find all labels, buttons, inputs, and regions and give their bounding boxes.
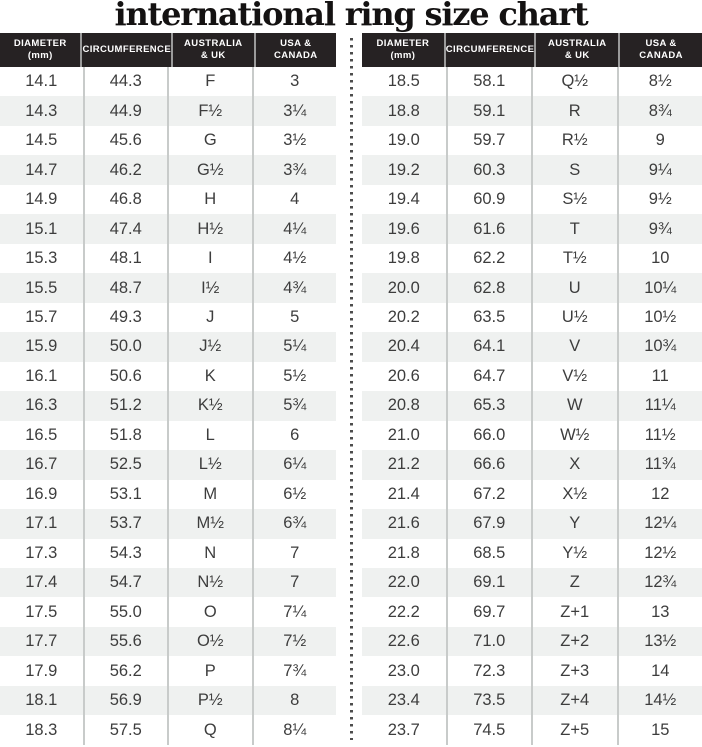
table-cell: 60.3	[448, 155, 534, 184]
table-row	[0, 421, 336, 450]
table-cell: L	[169, 421, 254, 450]
table-row	[0, 214, 336, 243]
table-cell: 19.4	[362, 185, 448, 214]
table-row	[362, 67, 702, 96]
table-cell: 66.0	[448, 421, 534, 450]
table-cell: W½	[533, 421, 619, 450]
table-cell: X½	[533, 480, 619, 509]
table-cell: 46.2	[85, 155, 170, 184]
table-cell: Z+4	[533, 686, 619, 715]
table-cell: Q	[169, 715, 254, 744]
column-header-circumference	[446, 33, 537, 67]
column-header-usa-canada	[620, 33, 702, 67]
table-cell: W	[533, 391, 619, 420]
table-cell: 73.5	[448, 686, 534, 715]
table-cell: 8	[290, 691, 300, 710]
table-cell: 16.3	[0, 391, 85, 420]
table-cell: Y	[533, 509, 619, 538]
table-cell: Z+5	[533, 715, 619, 744]
table-cell: 69.1	[448, 568, 534, 597]
table-cell: K½	[169, 391, 254, 420]
ring-size-table-right	[362, 33, 702, 745]
column-header-line: DIAMETER	[376, 37, 430, 49]
table-row	[0, 273, 336, 302]
column-header-line: CIRCUMFERENCE	[445, 43, 535, 55]
table-cell: 10¼	[644, 278, 677, 297]
column-header-line: DIAMETER	[13, 37, 67, 49]
table-cell: 62.8	[448, 273, 534, 302]
table-cell: 6¾	[283, 514, 307, 533]
table-cell: 13½	[644, 632, 677, 651]
table-cell: 64.7	[448, 362, 534, 391]
table-cell: 56.2	[85, 656, 170, 685]
table-cell: 5¾	[283, 396, 307, 415]
table-cell: 53.1	[85, 480, 170, 509]
table-cell: 11½	[644, 425, 676, 444]
table-cell: 61.6	[448, 214, 534, 243]
table-cell: N	[169, 539, 254, 568]
column-header-diameter	[0, 33, 82, 67]
table-row	[0, 155, 336, 184]
table-cell: 53.7	[85, 509, 170, 538]
table-cell: 23.4	[362, 686, 448, 715]
table-cell: 58.1	[448, 67, 534, 96]
table-cell: 48.7	[85, 273, 170, 302]
table-cell: 11	[651, 366, 669, 385]
table-row	[362, 539, 702, 568]
table-cell: 8½	[648, 72, 672, 91]
table-cell: 23.7	[362, 715, 448, 744]
table-cell: 68.5	[448, 539, 534, 568]
table-cell: 67.2	[448, 480, 534, 509]
table-cell: 9	[655, 131, 665, 150]
table-cell: 9½	[648, 190, 672, 209]
table-row	[0, 539, 336, 568]
table-cell: 20.6	[362, 362, 448, 391]
table-cell: 62.2	[448, 244, 534, 273]
table-cell: 69.7	[448, 597, 534, 626]
page-title: international ring size chart	[114, 0, 588, 33]
table-cell: 21.6	[362, 509, 448, 538]
table-row	[0, 686, 336, 715]
table-cell: N½	[169, 568, 254, 597]
table-cell: 49.3	[85, 303, 170, 332]
table-cell: X	[533, 450, 619, 479]
dotted-divider	[350, 38, 353, 740]
table-cell: G	[169, 126, 254, 155]
table-row	[0, 332, 336, 361]
table-cell: 15.5	[0, 273, 85, 302]
table-row	[0, 244, 336, 273]
table-cell: 7¼	[283, 602, 307, 621]
table-cell: 14.3	[0, 96, 85, 125]
table-cell: 8¾	[648, 101, 672, 120]
column-header-line: & UK	[200, 50, 226, 61]
table-cell: 74.5	[448, 715, 534, 744]
table-cell: 15.9	[0, 332, 85, 361]
table-cell: 54.3	[85, 539, 170, 568]
table-cell: 56.9	[85, 686, 170, 715]
column-header-line: AUSTRALIA	[548, 37, 607, 49]
table-row	[0, 597, 336, 626]
table-cell: 20.4	[362, 332, 448, 361]
table-cell: 16.5	[0, 421, 85, 450]
table-cell: 6¼	[283, 455, 307, 474]
table-cell: 10½	[644, 307, 677, 326]
table-cell: 4	[290, 190, 300, 209]
table-cell: 67.9	[448, 509, 534, 538]
table-cell: G½	[169, 155, 254, 184]
table-cell: 55.0	[85, 597, 170, 626]
table-cell: 44.3	[85, 67, 170, 96]
table-cell: 20.0	[362, 273, 448, 302]
table-row	[362, 185, 702, 214]
table-cell: 8¼	[283, 720, 307, 739]
table-cell: 51.2	[85, 391, 170, 420]
table-cell: 55.6	[85, 627, 170, 656]
table-cell: 50.0	[85, 332, 170, 361]
table-cell: Q½	[533, 67, 619, 96]
column-header-line: (mm)	[27, 50, 53, 61]
table-cell: 19.6	[362, 214, 448, 243]
table-cell: U	[533, 273, 619, 302]
table-cell: 12	[651, 484, 670, 503]
table-cell: 15	[651, 720, 670, 739]
table-cell: 12¾	[644, 573, 677, 592]
table-row	[0, 450, 336, 479]
table-cell: 63.5	[448, 303, 534, 332]
table-row	[362, 303, 702, 332]
table-cell: 11¾	[644, 455, 676, 474]
table-cell: 64.1	[448, 332, 534, 361]
table-row	[362, 155, 702, 184]
table-cell: J½	[169, 332, 254, 361]
table-cell: 13	[651, 602, 670, 621]
table-row	[362, 362, 702, 391]
table-cell: 18.1	[0, 686, 85, 715]
table-cell: 3½	[283, 131, 307, 150]
table-cell: 17.5	[0, 597, 85, 626]
table-row	[362, 656, 702, 685]
column-header-line: USA &	[280, 37, 312, 49]
table-row	[0, 303, 336, 332]
column-header-usa-canada	[256, 33, 336, 67]
table-cell: 7	[290, 543, 300, 562]
table-cell: 19.0	[362, 126, 448, 155]
table-row	[362, 480, 702, 509]
table-cell: J	[169, 303, 254, 332]
column-header-line: AUSTRALIA	[184, 37, 243, 49]
column-header-australia-uk	[536, 33, 620, 67]
table-row	[362, 332, 702, 361]
table-cell: T½	[533, 244, 619, 273]
table-row	[0, 67, 336, 96]
table-cell: 18.5	[362, 67, 448, 96]
table-cell: 44.9	[85, 96, 170, 125]
table-cell: 60.9	[448, 185, 534, 214]
table-row	[362, 686, 702, 715]
table-cell: P	[169, 656, 254, 685]
table-cell: 47.4	[85, 214, 170, 243]
table-cell: 7¾	[283, 661, 307, 680]
table-row	[362, 509, 702, 538]
table-row	[362, 391, 702, 420]
table-cell: 71.0	[448, 627, 534, 656]
table-cell: 66.6	[448, 450, 534, 479]
table-cell: U½	[533, 303, 619, 332]
table-cell: 15.3	[0, 244, 85, 273]
table-row	[362, 126, 702, 155]
table-cell: K	[169, 362, 254, 391]
column-header-line: CIRCUMFERENCE	[82, 43, 172, 55]
table-cell: 54.7	[85, 568, 170, 597]
table-cell: 3¾	[283, 160, 307, 179]
table-row	[0, 362, 336, 391]
table-row	[362, 421, 702, 450]
table-cell: 3¼	[283, 101, 307, 120]
table-cell: 18.3	[0, 715, 85, 744]
table-cell: 14.9	[0, 185, 85, 214]
column-header-circumference	[82, 33, 173, 67]
table-header-row	[0, 33, 336, 67]
table-cell: 48.1	[85, 244, 170, 273]
table-cell: H½	[169, 214, 254, 243]
table-cell: Z	[533, 568, 619, 597]
table-cell: O½	[169, 627, 254, 656]
ring-size-table-left	[0, 33, 336, 745]
table-cell: 19.8	[362, 244, 448, 273]
table-cell: 51.8	[85, 421, 170, 450]
table-cell: 21.2	[362, 450, 448, 479]
table-cell: 10¾	[644, 337, 677, 356]
table-cell: 57.5	[85, 715, 170, 744]
table-cell: 22.6	[362, 627, 448, 656]
table-cell: 14½	[644, 691, 677, 710]
column-header-line: CANADA	[273, 50, 318, 61]
table-cell: 59.7	[448, 126, 534, 155]
table-cell: 15.1	[0, 214, 85, 243]
table-row	[362, 627, 702, 656]
table-cell: Z+1	[533, 597, 619, 626]
column-header-line: CANADA	[639, 50, 683, 61]
table-cell: H	[169, 185, 254, 214]
table-row	[0, 391, 336, 420]
table-row	[0, 96, 336, 125]
table-row	[362, 597, 702, 626]
table-cell: 12¼	[644, 514, 677, 533]
table-header-row	[362, 33, 702, 67]
table-row	[362, 214, 702, 243]
table-cell: 46.8	[85, 185, 170, 214]
table-cell: 4½	[283, 249, 307, 268]
table-row	[362, 450, 702, 479]
table-cell: 11¼	[644, 396, 676, 415]
table-cell: 50.6	[85, 362, 170, 391]
column-header-line: USA &	[645, 37, 677, 49]
table-cell: 17.9	[0, 656, 85, 685]
table-row	[362, 244, 702, 273]
column-header-diameter	[362, 33, 446, 67]
table-cell: S½	[533, 185, 619, 214]
table-row	[0, 656, 336, 685]
table-cell: 12½	[644, 543, 677, 562]
table-cell: 65.3	[448, 391, 534, 420]
table-cell: 22.2	[362, 597, 448, 626]
table-cell: 14.5	[0, 126, 85, 155]
table-cell: 18.8	[362, 96, 448, 125]
table-cell: 4¾	[283, 278, 307, 297]
table-row	[362, 273, 702, 302]
table-cell: 7½	[283, 632, 307, 651]
table-row	[0, 568, 336, 597]
table-cell: 9¾	[648, 219, 672, 238]
column-header-australia-uk	[173, 33, 255, 67]
table-cell: Z+3	[533, 656, 619, 685]
table-row	[0, 126, 336, 155]
table-row	[0, 509, 336, 538]
table-cell: S	[533, 155, 619, 184]
table-cell: 22.0	[362, 568, 448, 597]
table-cell: Y½	[533, 539, 619, 568]
table-cell: 5½	[283, 366, 307, 385]
table-cell: 20.8	[362, 391, 448, 420]
table-cell: 20.2	[362, 303, 448, 332]
table-cell: 21.0	[362, 421, 448, 450]
table-cell: M	[169, 480, 254, 509]
column-header-line: & UK	[564, 50, 590, 61]
table-cell: 14.7	[0, 155, 85, 184]
table-row	[362, 96, 702, 125]
table-cell: V½	[533, 362, 619, 391]
table-cell: 3	[290, 72, 300, 91]
table-cell: I½	[169, 273, 254, 302]
table-cell: 14	[651, 661, 670, 680]
table-cell: 5	[290, 307, 300, 326]
table-cell: M½	[169, 509, 254, 538]
table-cell: 17.7	[0, 627, 85, 656]
table-cell: 21.4	[362, 480, 448, 509]
table-cell: O	[169, 597, 254, 626]
table-cell: 17.4	[0, 568, 85, 597]
table-cell: 7	[290, 573, 300, 592]
table-cell: F	[169, 67, 254, 96]
table-cell: 45.6	[85, 126, 170, 155]
table-cell: T	[533, 214, 619, 243]
table-cell: 15.7	[0, 303, 85, 332]
table-cell: 59.1	[448, 96, 534, 125]
table-cell: F½	[169, 96, 254, 125]
table-body-right	[362, 67, 702, 745]
table-cell: I	[169, 244, 254, 273]
table-row	[0, 715, 336, 744]
table-cell: L½	[169, 450, 254, 479]
table-cell: 5¼	[283, 337, 307, 356]
table-row	[0, 185, 336, 214]
table-cell: 72.3	[448, 656, 534, 685]
table-cell: R½	[533, 126, 619, 155]
table-body-left	[0, 67, 336, 745]
table-row	[362, 715, 702, 744]
table-cell: 10	[651, 249, 670, 268]
table-cell: 17.3	[0, 539, 85, 568]
table-cell: 16.9	[0, 480, 85, 509]
table-row	[0, 627, 336, 656]
table-cell: 6	[290, 425, 300, 444]
column-header-line: (mm)	[390, 50, 416, 61]
table-cell: 16.1	[0, 362, 85, 391]
table-cell: 17.1	[0, 509, 85, 538]
table-row	[0, 480, 336, 509]
table-cell: 6½	[283, 484, 307, 503]
table-cell: 19.2	[362, 155, 448, 184]
table-cell: 9¼	[648, 160, 672, 179]
table-cell: 21.8	[362, 539, 448, 568]
table-cell: P½	[169, 686, 254, 715]
table-cell: 16.7	[0, 450, 85, 479]
table-cell: 4¼	[283, 219, 307, 238]
table-cell: V	[533, 332, 619, 361]
table-cell: 14.1	[0, 67, 85, 96]
table-cell: 52.5	[85, 450, 170, 479]
table-cell: 23.0	[362, 656, 448, 685]
table-cell: Z+2	[533, 627, 619, 656]
table-cell: R	[533, 96, 619, 125]
table-row	[362, 568, 702, 597]
